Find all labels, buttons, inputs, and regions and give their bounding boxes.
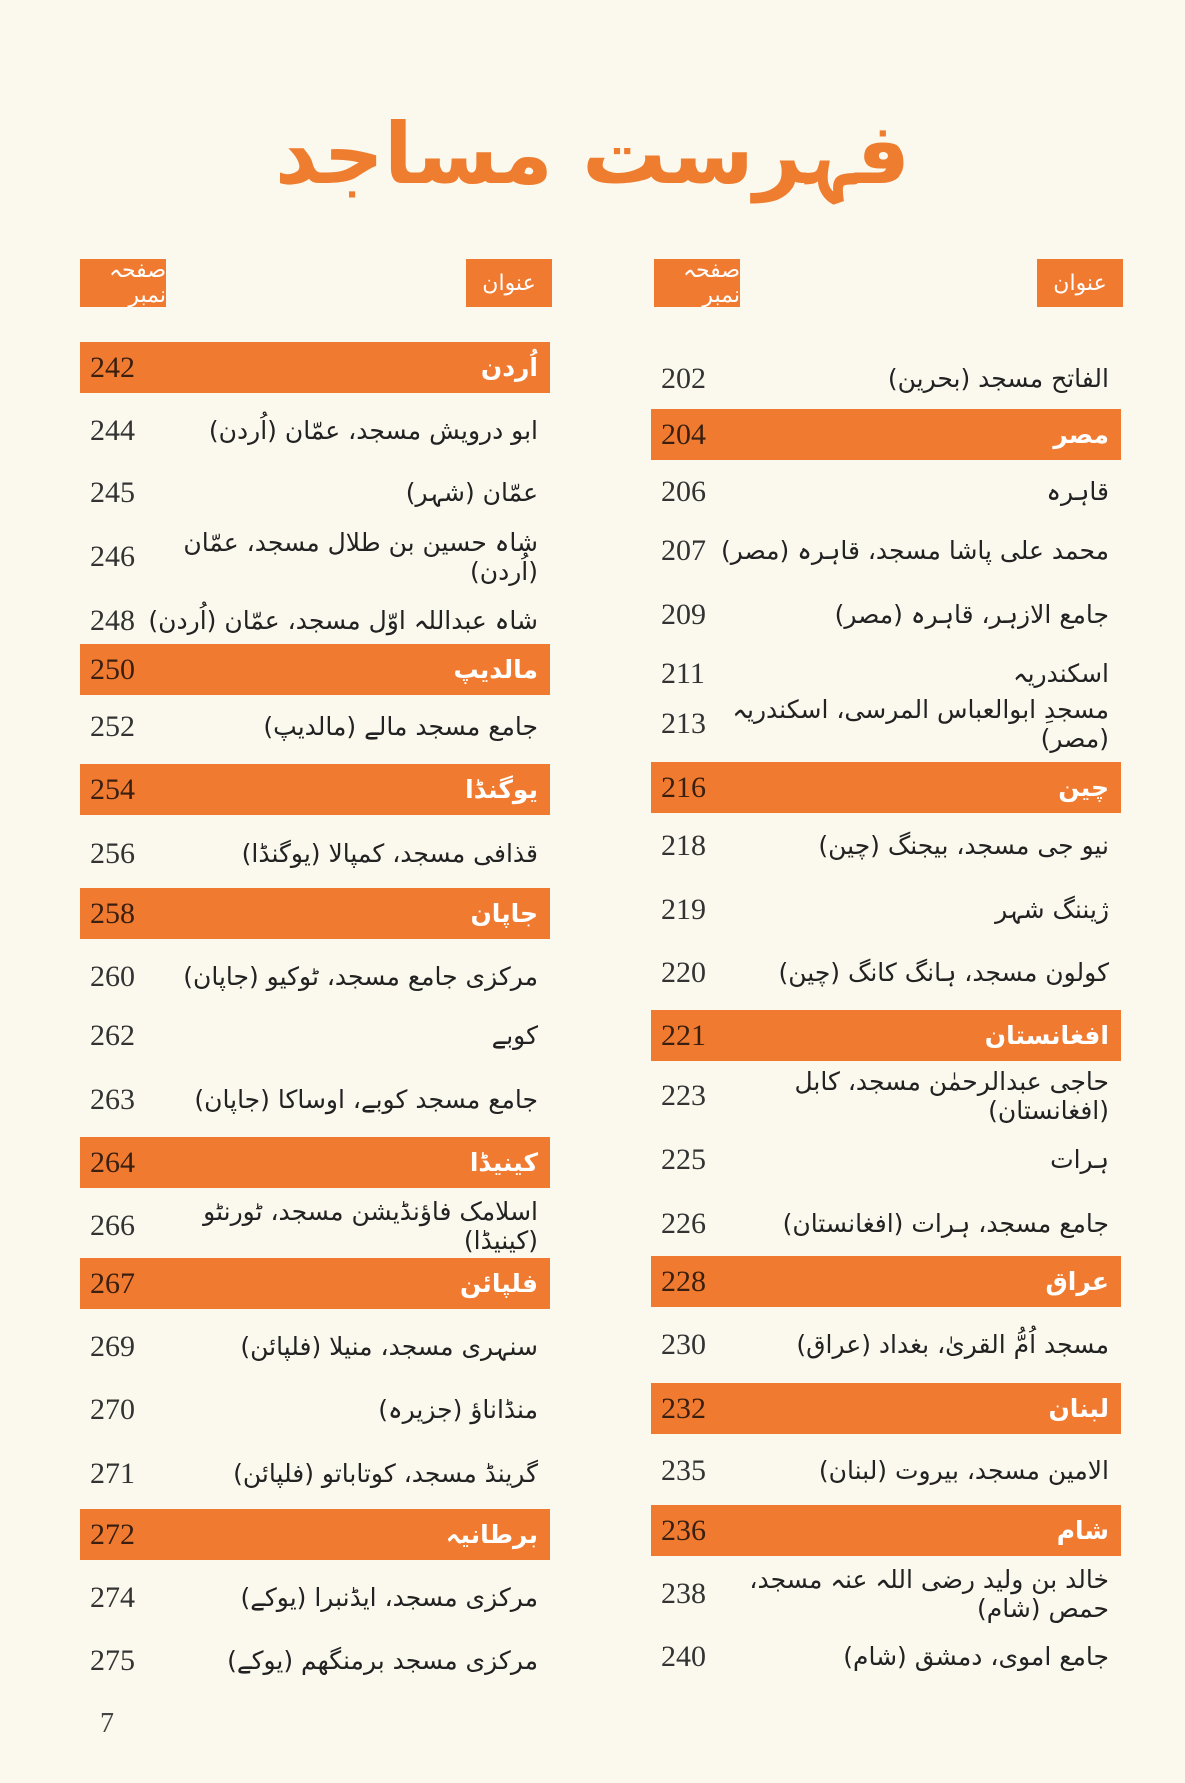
- country-name: شام: [1056, 1516, 1109, 1545]
- entry-title: شاہ عبداللہ اوّل مسجد، عمّان (اُردن): [148, 606, 538, 635]
- toc-entry-row: [651, 525, 1121, 576]
- page-ref: 269: [90, 1329, 135, 1363]
- toc-entry-row: [651, 1564, 1121, 1623]
- country-name: افغانستان: [984, 1021, 1109, 1050]
- page-ref: 242: [90, 350, 135, 384]
- page-ref: 252: [90, 709, 135, 743]
- page-ref: 272: [90, 1517, 135, 1551]
- toc-entry-row: [80, 1384, 550, 1435]
- country-name: کینیڈا: [469, 1148, 538, 1177]
- page-ref: 207: [661, 533, 706, 567]
- country-name: عراق: [1045, 1267, 1109, 1296]
- page-ref: 230: [661, 1327, 706, 1361]
- toc-entry-row: [651, 466, 1121, 517]
- page-ref: 263: [90, 1082, 135, 1116]
- entry-title: اسلامک فاؤنڈیشن مسجد، ٹورنٹو (کینیڈا): [203, 1196, 538, 1255]
- entry-title: الفاتح مسجد (بحرین): [887, 364, 1109, 393]
- toc-entry-row: [651, 1134, 1121, 1185]
- page-ref: 232: [661, 1391, 706, 1425]
- entry-title: جامع الازہر، قاہرہ (مصر): [834, 600, 1109, 629]
- country-name: یوگنڈا: [465, 775, 538, 804]
- toc-entry-row: [651, 1445, 1121, 1496]
- country-name: لبنان: [1048, 1394, 1109, 1423]
- page-ref: 223: [661, 1078, 706, 1112]
- country-name: جاپان: [470, 899, 538, 928]
- page-ref: 236: [661, 1513, 706, 1547]
- entry-title: گرینڈ مسجد، کوتاباتو (فلپائن): [233, 1459, 538, 1488]
- page-ref: 256: [90, 836, 135, 870]
- page-ref: 245: [90, 475, 135, 509]
- country-name: مالدیپ: [453, 655, 538, 684]
- page-ref: 235: [661, 1453, 706, 1487]
- entry-title: مرکزی مسجد، ایڈنبرا (یوکے): [240, 1583, 538, 1612]
- toc-entry-row: [80, 1572, 550, 1623]
- entry-title: مرکزی مسجد برمنگھم (یوکے): [227, 1646, 538, 1675]
- toc-entry-row: [80, 701, 550, 752]
- entry-title: جامع مسجد مالے (مالدیپ): [263, 712, 538, 741]
- section-header-row: [80, 342, 550, 393]
- section-header-row: [80, 1509, 550, 1560]
- entry-title: کولون مسجد، ہانگ کانگ (چین): [778, 958, 1109, 987]
- page-ref: 254: [90, 772, 135, 806]
- section-header-row: [651, 409, 1121, 460]
- section-header-row: [80, 644, 550, 695]
- entry-title: حاجی عبدالرحمٰن مسجد، کابل (افغانستان): [794, 1066, 1109, 1125]
- section-header-row: [651, 1256, 1121, 1307]
- page-ref: 248: [90, 603, 135, 637]
- toc-entry-row: [651, 694, 1121, 753]
- entry-title: مسجدِ ابوالعباس المرسی، اسکندریہ (مصر): [732, 694, 1109, 753]
- entry-title: خالد بن ولید رضی اللہ عنہ مسجد، حمص (شام): [749, 1564, 1109, 1623]
- country-name: چین: [1058, 773, 1109, 802]
- page-ref: 267: [90, 1266, 135, 1300]
- country-name: فلپائن: [459, 1269, 538, 1298]
- entry-title: اسکندریہ: [1012, 659, 1109, 688]
- entry-title: ابو درویش مسجد، عمّان (اُردن): [208, 416, 538, 445]
- page-ref: 202: [661, 361, 706, 395]
- section-header-row: [651, 762, 1121, 813]
- page-ref: 262: [90, 1018, 135, 1052]
- page-ref: 220: [661, 955, 706, 989]
- entry-title: جامع اموی، دمشق (شام): [843, 1642, 1109, 1671]
- header-title-right: عنوان: [1037, 259, 1123, 307]
- section-header-row: [80, 1258, 550, 1309]
- toc-entry-row: [651, 353, 1121, 404]
- page-ref: 221: [661, 1018, 706, 1052]
- entry-title: مسجد اُمُّ القریٰ، بغداد (عراق): [796, 1330, 1109, 1359]
- toc-entry-row: [80, 951, 550, 1002]
- entry-title: الامین مسجد، بیروت (لبنان): [818, 1456, 1109, 1485]
- toc-entry-row: [80, 527, 550, 586]
- toc-entry-row: [651, 1198, 1121, 1249]
- entry-title: کوبے: [491, 1021, 538, 1050]
- entry-title: مرکزی جامع مسجد، ٹوکیو (جاپان): [183, 962, 538, 991]
- page-ref: 260: [90, 959, 135, 993]
- page-ref: 209: [661, 597, 706, 631]
- toc-entry-row: [80, 595, 550, 646]
- page-ref: 216: [661, 770, 706, 804]
- section-header-row: [651, 1010, 1121, 1061]
- page-ref: 270: [90, 1392, 135, 1426]
- page-ref: 228: [661, 1264, 706, 1298]
- country-name: اُردن: [480, 353, 538, 382]
- page-ref: 266: [90, 1208, 135, 1242]
- toc-entry-row: [651, 589, 1121, 640]
- page-ref: 244: [90, 413, 135, 447]
- toc-entry-row: [651, 820, 1121, 871]
- toc-entry-row: [80, 828, 550, 879]
- toc-entry-row: [80, 1635, 550, 1686]
- page-ref: 240: [661, 1639, 706, 1673]
- section-header-row: [651, 1505, 1121, 1556]
- toc-entry-row: [80, 1074, 550, 1125]
- entry-title: قاہرہ: [1046, 477, 1109, 506]
- country-name: برطانیہ: [445, 1520, 538, 1549]
- section-header-row: [80, 764, 550, 815]
- entry-title: شاہ حسین بن طلال مسجد، عمّان (اُردن): [183, 527, 538, 586]
- section-header-row: [80, 888, 550, 939]
- page-ref: 250: [90, 652, 135, 686]
- entry-title: جامع مسجد، ہرات (افغانستان): [782, 1209, 1109, 1238]
- entry-title: عمّان (شہر): [405, 478, 538, 507]
- page-ref: 213: [661, 706, 706, 740]
- entry-title: سنہری مسجد، منیلا (فلپائن): [240, 1332, 538, 1361]
- header-page-left: صفحہ نمبر: [80, 259, 166, 307]
- entry-title: جامع مسجد کوبے، اوساکا (جاپان): [194, 1085, 538, 1114]
- entry-title: ہرات: [1050, 1145, 1109, 1174]
- toc-entry-row: [651, 1066, 1121, 1125]
- toc-entry-row: [80, 405, 550, 456]
- page-ref: 226: [661, 1206, 706, 1240]
- page-ref: 275: [90, 1643, 135, 1677]
- page-ref: 271: [90, 1456, 135, 1490]
- page-ref: 211: [661, 656, 705, 690]
- country-name: مصر: [1053, 420, 1109, 449]
- toc-entry-row: [651, 1319, 1121, 1370]
- page-ref: 246: [90, 539, 135, 573]
- toc-entry-row: [651, 648, 1121, 699]
- entry-title: محمد علی پاشا مسجد، قاہرہ (مصر): [720, 536, 1109, 565]
- page-ref: 258: [90, 896, 135, 930]
- entry-title: نیو جی مسجد، بیجنگ (چین): [818, 831, 1109, 860]
- page-ref: 238: [661, 1576, 706, 1610]
- page-ref: 206: [661, 474, 706, 508]
- page-ref: 264: [90, 1145, 135, 1179]
- page-ref: 219: [661, 892, 706, 926]
- section-header-row: [651, 1383, 1121, 1434]
- page-ref: 225: [661, 1142, 706, 1176]
- toc-entry-row: [80, 467, 550, 518]
- toc-entry-row: [80, 1321, 550, 1372]
- header-page-right: صفحہ نمبر: [654, 259, 740, 307]
- page-number: 7: [100, 1708, 114, 1739]
- page-title: فہرست مساجد: [274, 105, 911, 203]
- header-title-left: عنوان: [466, 259, 552, 307]
- entry-title: منڈاناؤ (جزیرہ): [378, 1395, 538, 1424]
- page-ref: 218: [661, 828, 706, 862]
- entry-title: ژیننگ شہر: [995, 895, 1109, 924]
- page-ref: 274: [90, 1580, 135, 1614]
- toc-entry-row: [80, 1448, 550, 1499]
- section-header-row: [80, 1137, 550, 1188]
- toc-entry-row: [651, 884, 1121, 935]
- toc-entry-row: [80, 1010, 550, 1061]
- toc-entry-row: [651, 947, 1121, 998]
- toc-entry-row: [651, 1631, 1121, 1682]
- entry-title: قذافی مسجد، کمپالا (یوگنڈا): [241, 839, 538, 868]
- toc-entry-row: [80, 1196, 550, 1255]
- page-ref: 204: [661, 417, 706, 451]
